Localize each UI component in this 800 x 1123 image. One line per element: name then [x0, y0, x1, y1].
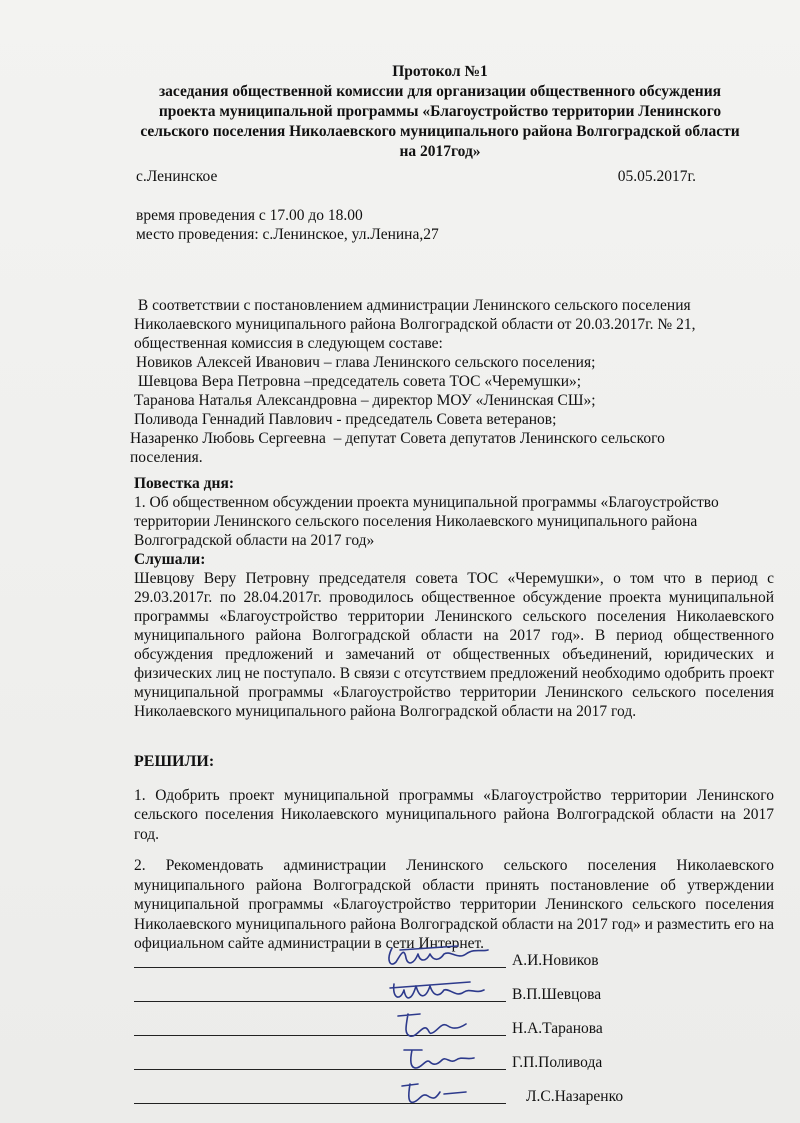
- signature-row: [134, 940, 654, 974]
- agenda-item: 1. Об общественном обсуждении проекта муниципальной программы «Благоустройство территории Ленинского сельского поселения Николаевского муниципального района Волгоградской области на 2017 год»: [134, 494, 719, 549]
- signatory-name: В.П.Шевцова: [512, 986, 602, 1003]
- protocol-subtitle-line: проекта муниципальной программы «Благоустройство территории Ленинского: [158, 103, 722, 120]
- handwritten-signature: [370, 1008, 500, 1042]
- resolved-section: [134, 752, 774, 966]
- member-item: Назаренко Любовь Сергеевна – депутат Совета депутатов Ленинского сельского: [130, 430, 665, 447]
- signatory-name: Л.С.Назаренко: [526, 1088, 624, 1105]
- signatory-name: А.И.Новиков: [512, 952, 599, 969]
- handwritten-signature: [370, 1042, 500, 1076]
- heard-heading: Слушали:: [134, 551, 206, 568]
- agenda-section: [134, 474, 774, 721]
- member-item: Новиков Алексей Иванович – глава Ленинского сельского поселения;: [136, 354, 596, 371]
- handwritten-signature: [370, 940, 500, 974]
- protocol-title-block: [120, 62, 760, 162]
- member-item: Шевцова Вера Петровна –председатель совета ТОС «Черемушки»;: [134, 373, 582, 390]
- meeting-date: 05.05.2017г.: [617, 168, 696, 185]
- signatory-name: Н.А.Таранова: [512, 1020, 603, 1037]
- resolved-heading: РЕШИЛИ:: [134, 753, 215, 770]
- meeting-location: место проведения: с.Ленинское, ул.Ленина,27: [136, 226, 439, 243]
- intro-line: Николаевского муниципального района Волгоградской области от 20.03.2017г. № 21,: [134, 316, 696, 333]
- agenda-heading: Повестка дня:: [134, 475, 234, 492]
- protocol-subtitle-line: сельского поселения Николаевского муниципального района Волгоградской области: [140, 123, 740, 140]
- handwritten-signature: [370, 974, 500, 1008]
- member-item: Поливода Геннадий Павлович - председатель Совета ветеранов;: [134, 411, 557, 428]
- meeting-place: с.Ленинское: [136, 168, 218, 185]
- place-date-row: [136, 168, 696, 186]
- signatory-name: Г.П.Поливода: [512, 1054, 603, 1071]
- signature-row: [134, 1042, 654, 1076]
- intro-section: [130, 296, 724, 467]
- signature-row: [134, 1008, 654, 1042]
- protocol-subtitle-line: на 2017год»: [399, 143, 481, 160]
- intro-line: В соответствии с постановлением администрации Ленинского сельского поселения: [134, 297, 691, 314]
- intro-line: общественная комиссия в следующем составе:: [134, 335, 443, 352]
- resolved-item: 1. Одобрить проект муниципальной программы «Благоустройство территории Ленинского сельского поселения Николаевского муниципального района Волгоградской области на 2017 год.: [134, 786, 774, 843]
- commission-members: [130, 353, 724, 467]
- heard-text: Шевцову Веру Петровну председателя совета ТОС «Черемушки», о том что в период с 29.03.2017г. по 28.04.2017г. проводилось общественное обсуждение проекта муниципальной программы «Благоустройство территории Ленинского сельского поселения Николаевского муниципального района Волгоградской области на 2017 год». В период общественного обсуждения предложений и замечаний от общественных объединений, юридических и физических лиц не поступало. В связи с отсутствием предложений необходимо одобрить проект муниципальной программы «Благоустройство территории Ленинского сельского поселения Николаевского муниципального района Волгоградской области на 2017 год.: [134, 570, 774, 720]
- meeting-meta: [136, 206, 439, 244]
- signatures-block: [134, 940, 654, 1110]
- signature-row: [134, 974, 654, 1008]
- handwritten-signature: [370, 1076, 500, 1110]
- resolved-item: 2. Рекомендовать администрации Ленинского сельского поселения Николаевского муниципального района Волгоградской области принять постановление об утверждении муниципальной программы «Благоустройство территории Ленинского сельского поселения Николаевского муниципального района Волгоградской области на 2017 год» и разместить его на официальном сайте администрации в сети Интернет.: [134, 857, 774, 952]
- member-item: поселения.: [130, 449, 203, 466]
- protocol-title: Протокол №1: [392, 63, 488, 80]
- member-item: Таранова Наталья Александровна – директор МОУ «Ленинская СШ»;: [134, 392, 596, 409]
- signature-row: [134, 1076, 654, 1110]
- protocol-subtitle-line: заседания общественной комиссии для организации общественного обсуждения: [158, 83, 722, 100]
- meeting-time: время проведения с 17.00 до 18.00: [136, 207, 363, 224]
